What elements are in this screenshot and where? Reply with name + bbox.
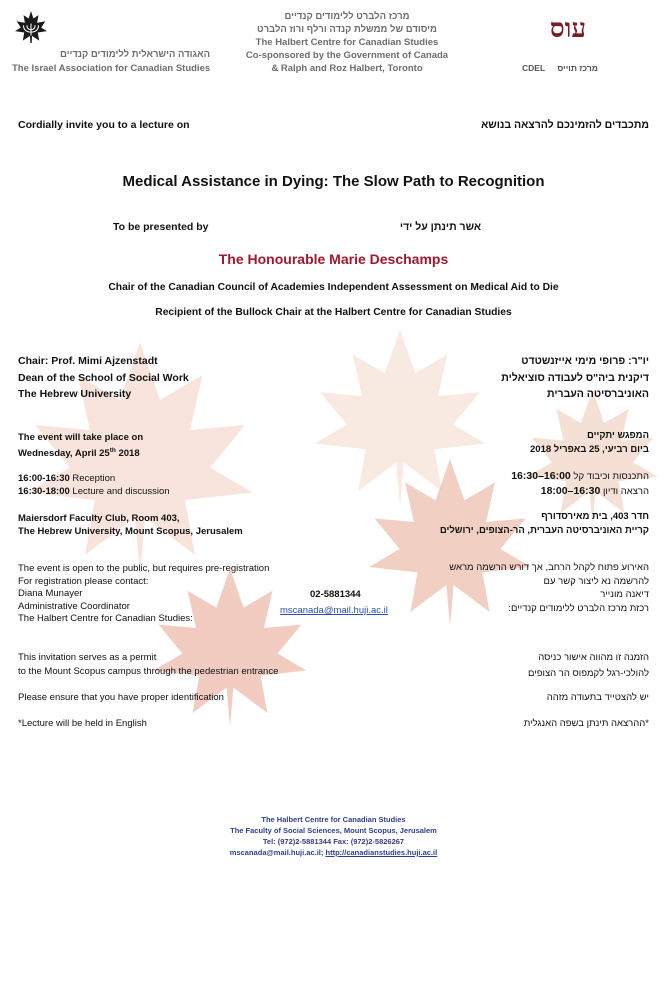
permit-english: This invitation serves as a permit to the Mount Scopus campus through the pedestrian entrance [18,652,279,677]
maple-leaf-menorah-icon [14,10,48,44]
header-left-english: The Israel Association for Canadian Studies [12,63,211,74]
event-english: The event will take place on Wednesday, April 25th 2018 [18,432,144,460]
header-right-logo: עוס [549,14,587,44]
language-note-english: *Lecture will be held in English [18,718,147,729]
schedule-row: הרצאה ודיון 16:30–18:00 [540,485,649,497]
schedule-row: 16:30-18:00 Lecture and discussion [18,486,170,497]
footer-line-2: The Faculty of Social Sciences, Mount Scopus, Jerusalem [230,826,437,835]
language-note-hebrew: *ההרצאה תינתן בשפה האנגלית [523,718,649,729]
venue-english: Maiersdorf Faculty Club, Room 403, The Hebrew University, Mount Scopus, Jerusalem [18,513,243,537]
footer-website-link[interactable]: http://canadianstudies.huji.ac.il [325,848,438,857]
event-hebrew: המפגש יתקיים ביום רביעי, 25 באפריל 2018 [530,430,649,455]
speaker-name: The Honourable Marie Deschamps [218,251,449,267]
chair-hebrew: יו"ר: פרופי מימי אייזנשטדט דיקנית ביה"ס לעבודה סוציאלית האוניברסיטה העברית [501,355,649,400]
footer-email[interactable]: mscanada@mail.huji.ac.il [229,848,321,857]
registration-english: The event is open to the public, but requires pre-registration For registration please contact: Diana Munayer Administrative Coordinator The Halbert Centre for Canadian Studies: [18,563,270,624]
speaker-line-1: Chair of the Canadian Council of Academies Independent Assessment on Medical Aid to Die [108,282,559,293]
lecture-title: Medical Assistance in Dying: The Slow Path to Recognition [122,173,545,190]
chair-english: Chair: Prof. Mimi Ajzenstadt Dean of the School of Social Work The Hebrew University [18,355,189,400]
presented-english: To be presented by [113,221,209,233]
schedule-row: התכנסות וכיבוד קל 16:00–16:30 [511,470,649,482]
header-center: מרכז הלברט ללימודים קנדיים מיסודם של ממשלת קנדה ורלף ורוז הלברט The Halbert Centre for Canadian Studies Co-sponsored by the Government of Canada & Ralph and Roz Halbert, Toronto [245,11,449,74]
registration-hebrew: האירוע פתוח לקהל הרחב, אך דורש הרשמה מראש להרשמה נא ליצור קשר עם דיאנה מונייר רכזת מרכז הלברט ללימודים קנדיים: [449,562,649,614]
header-left-hebrew: האגודה הישראלית ללימודים קנדיים [59,49,210,60]
footer-line-3: Tel: (972)2-5881344 Fax: (972)2-5826267 [262,837,405,846]
invite-hebrew: מתכבדים להזמינכם להרצאה בנושא [481,119,649,131]
schedule-english [18,472,170,498]
presented-hebrew: אשר תינתן על ידי [399,221,481,233]
registration-email-link[interactable]: mscanada@mail.huji.ac.il [280,605,388,616]
identification-english: Please ensure that you have proper identification [18,692,224,703]
header-right-caption: CDEL מרכז תוייס [522,63,598,73]
permit-hebrew: הזמנה זו מהווה אישור כניסה להולכי-רגל לקמפוס הר הצופים [527,652,649,679]
schedule-row: 16:00-16:30 Reception [18,473,116,484]
footer-line-1: The Halbert Centre for Canadian Studies [261,815,406,824]
registration-phone: 02-5881344 [310,589,361,600]
footer: The Halbert Centre for Canadian Studies The Faculty of Social Sciences, Mount Scopus, Jerusalem Tel: (972)2-5881344 Fax: (972)2-5826267 mscanada@mail.huji.ac.il; http://canadianstudies.huji.ac.il [0,814,667,858]
speaker-line-2: Recipient of the Bullock Chair at the Halbert Centre for Canadian Studies [155,307,512,318]
identification-hebrew: יש להצטייד בתעודה מזהה [546,692,649,703]
maple-leaf-decoration [360,430,540,650]
invite-english: Cordially invite you to a lecture on [18,119,190,131]
venue-hebrew: חדר 403, בית מאירסדורף קריית האוניברסיטה העברית, הר-הצופים, ירושלים [439,511,649,536]
schedule-hebrew [389,469,649,499]
